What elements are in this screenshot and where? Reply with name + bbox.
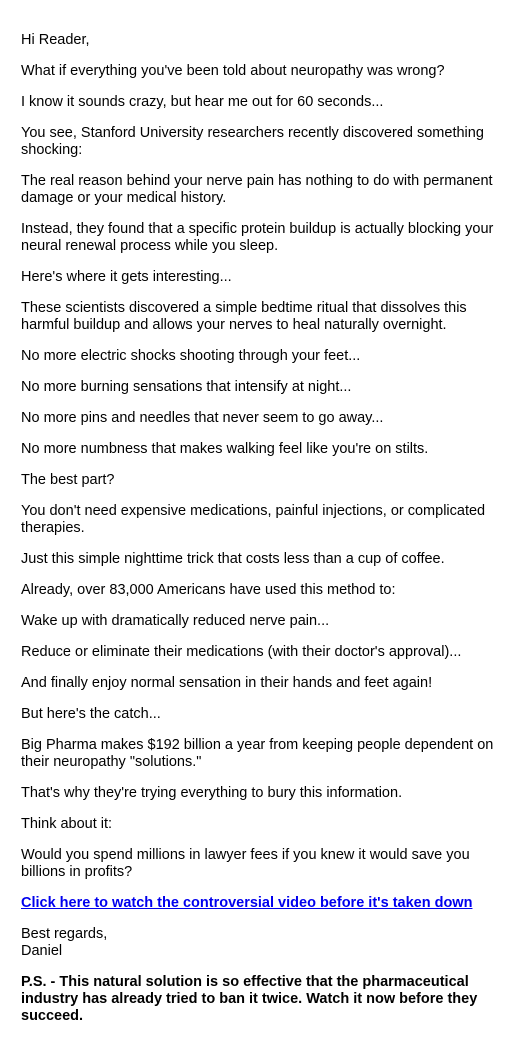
greeting: Hi Reader,	[21, 32, 90, 48]
paragraph: You don't need expensive medications, painful injections, or complicated therapies.	[21, 503, 486, 536]
email-body	[21, 32, 506, 1025]
paragraph: What if everything you've been told about neuropathy was wrong?	[21, 63, 445, 79]
paragraph: That's why they're trying everything to bury this information.	[21, 785, 403, 801]
paragraph: These scientists discovered a simple bedtime ritual that dissolves this harmful buildup and allows your nerves to heal naturally overnight.	[21, 300, 467, 333]
paragraph: The best part?	[21, 472, 115, 488]
paragraph: But here's the catch...	[21, 706, 161, 722]
cta-paragraph	[21, 895, 506, 912]
paragraph: No more electric shocks shooting through your feet...	[21, 348, 361, 364]
paragraph: Think about it:	[21, 816, 113, 832]
paragraph: No more numbness that makes walking feel like you're on stilts.	[21, 441, 429, 457]
postscript: P.S. - This natural solution is so effective that the pharmaceutical industry has already tried to ban it twice. Watch it now before they succeed.	[21, 974, 478, 1024]
paragraph: You see, Stanford University researchers recently discovered something shocking:	[21, 125, 484, 158]
paragraph: And finally enjoy normal sensation in their hands and feet again!	[21, 675, 433, 691]
paragraph: The real reason behind your nerve pain has nothing to do with permanent damage or your medical history.	[21, 173, 493, 206]
paragraph: Instead, they found that a specific protein buildup is actually blocking your neural renewal process while you sleep.	[21, 221, 494, 254]
paragraph: Reduce or eliminate their medications (with their doctor's approval)...	[21, 644, 462, 660]
sender-name: Daniel	[21, 943, 63, 959]
signoff: Best regards,	[21, 926, 108, 942]
paragraph: Already, over 83,000 Americans have used this method to:	[21, 582, 396, 598]
paragraph: No more burning sensations that intensify at night...	[21, 379, 352, 395]
email-paragraphs	[21, 63, 506, 881]
signature	[21, 926, 506, 960]
paragraph: Here's where it gets interesting...	[21, 269, 232, 285]
paragraph: No more pins and needles that never seem to go away...	[21, 410, 384, 426]
watch-video-link[interactable]: Click here to watch the controversial video before it's taken down	[21, 895, 473, 911]
paragraph: Wake up with dramatically reduced nerve pain...	[21, 613, 330, 629]
paragraph: I know it sounds crazy, but hear me out for 60 seconds...	[21, 94, 384, 110]
paragraph: Big Pharma makes $192 billion a year from keeping people dependent on their neuropathy "solutions."	[21, 737, 494, 770]
paragraph: Would you spend millions in lawyer fees if you knew it would save you billions in profits?	[21, 847, 470, 880]
paragraph: Just this simple nighttime trick that costs less than a cup of coffee.	[21, 551, 445, 567]
